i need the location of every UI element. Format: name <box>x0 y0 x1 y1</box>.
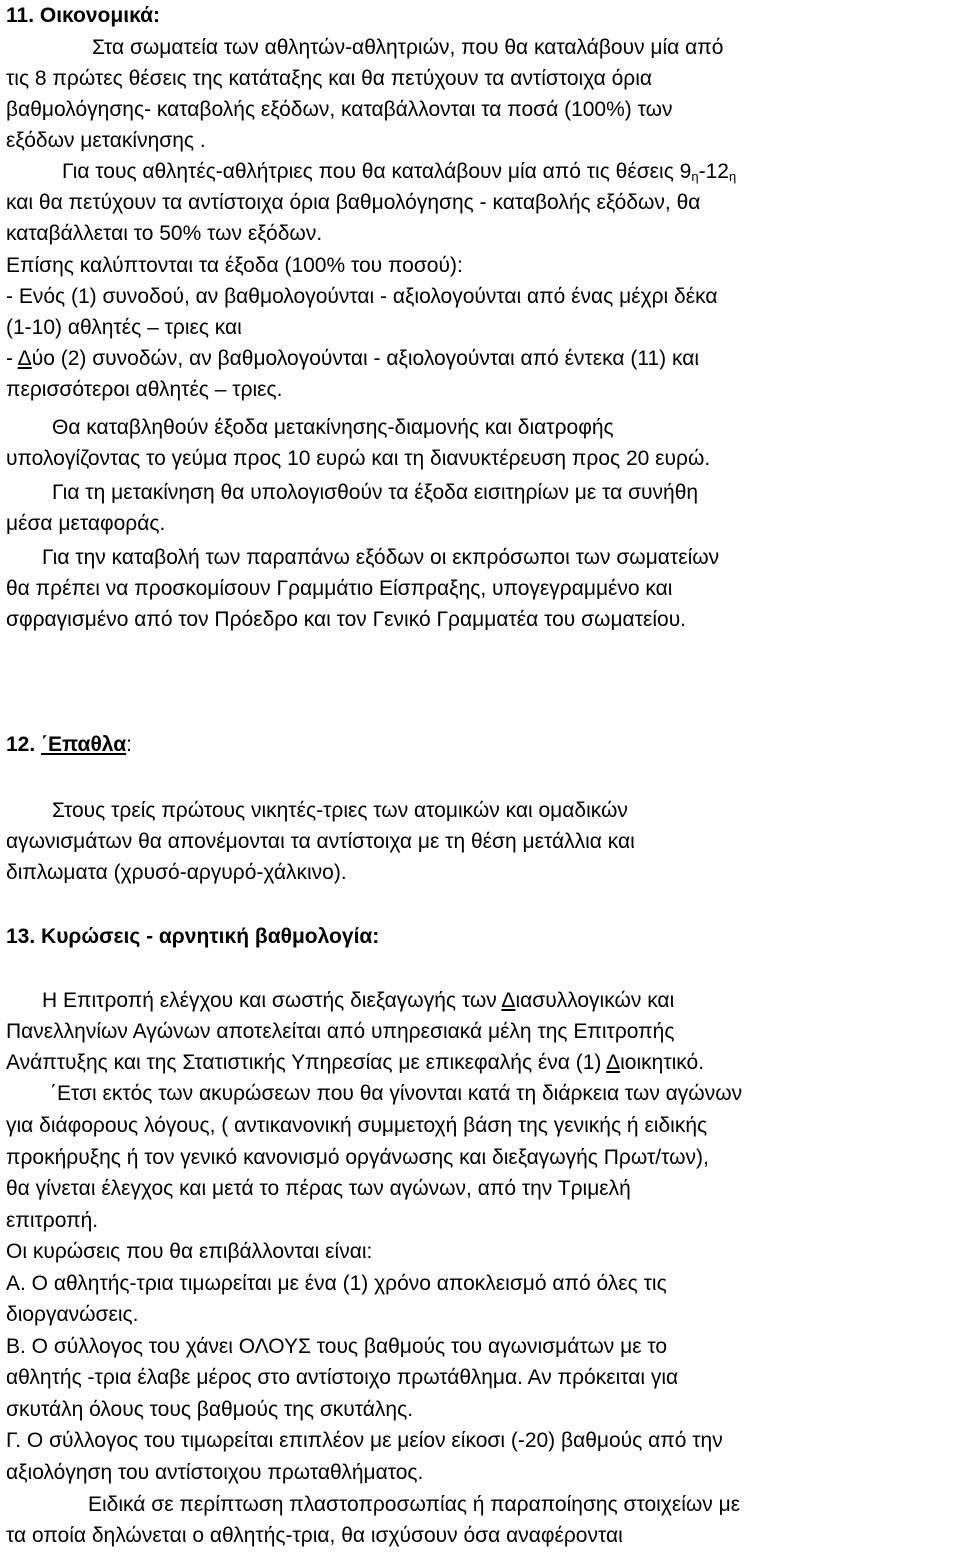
section-12-line-2: αγωνισμάτων θα απονέμονται τα αντίστοιχα με τη θέση μετάλλια και <box>6 830 635 853</box>
section-13-line-11: διοργανώσεις. <box>6 1303 139 1326</box>
s13-line-1-text-b: ιασυλλογικών και <box>515 989 675 1012</box>
section-13-line-10: Α. Ο αθλητής-τρια τιμωρείται με ένα (1) χρόνο αποκλεισμό από όλες τις <box>6 1272 667 1295</box>
section-11-line-13: Θα καταβληθούν έξοδα μετακίνησης-διαμονής και διατροφής <box>52 416 614 439</box>
section-13-line-17: Ειδικά σε περίπτωση πλαστοπροσωπίας ή παραποίησης στοιχείων με <box>88 1493 741 1516</box>
section-11-line-16: μέσα μεταφοράς. <box>6 512 166 535</box>
section-13-line-13: αθλητής -τρια έλαβε μέρος στο αντίστοιχο πρωτάθλημα. Αν πρόκειται για <box>6 1366 679 1389</box>
section-12-line-3: διπλωματα (χρυσό-αργυρό-χάλκινο). <box>6 861 347 884</box>
s13-line-1-underlined-letter: Δ <box>501 989 516 1012</box>
section-11-line-5 <box>62 156 736 187</box>
section-13-line-9: Οι κυρώσεις που θα επιβάλλονται είναι: <box>6 1240 373 1263</box>
line-11-text-a: - <box>6 347 18 370</box>
section-12-title: ΄Επαθλα <box>41 733 127 756</box>
line-11-underlined-letter: Δ <box>17 347 32 370</box>
section-11-line-2: τις 8 πρώτες θέσεις της κατάταξης και θα πετύχουν τα αντίστοιχα όρια <box>6 67 653 90</box>
section-13-line-16: αξιολόγηση του αντίστοιχου πρωταθλήματος. <box>6 1461 424 1484</box>
section-11-line-11 <box>6 343 699 374</box>
section-13-line-1 <box>42 985 674 1016</box>
section-11-line-4: εξόδων μετακίνησης . <box>6 129 206 152</box>
s13-line-3-underlined-letter: Δ <box>606 1051 621 1074</box>
section-11-line-15: Για τη μετακίνηση θα υπολογισθούν τα έξοδα εισιτηρίων με τα συνήθη <box>52 481 699 504</box>
section-13-heading: 13. Κυρώσεις - αρνητική βαθμολογία: <box>6 925 380 948</box>
section-11-line-8: Επίσης καλύπτονται τα έξοδα (100% του ποσού): <box>6 254 463 277</box>
s13-line-3-text-a: Ανάπτυξης και της Στατιστικής Υπηρεσίας με επικεφαλής ένα (1) <box>6 1051 607 1074</box>
line-11-text-b: ύο (2) συνοδών, αν βαθμολογούνται - αξιολογούνται από έντεκα (11) και <box>31 347 700 370</box>
section-12-number: 12. <box>6 733 36 756</box>
section-13-line-7: θα γίνεται έλεγχος και μετά το πέρας των αγώνων, από την Τριμελή <box>6 1177 631 1200</box>
section-11-line-19: σφραγισμένο από τον Πρόεδρο και τον Γενικό Γραμματέα του σωματείου. <box>6 608 687 631</box>
section-11-line-1: Στα σωματεία των αθλητών-αθλητριών, που θα καταλάβουν μία από <box>92 36 724 59</box>
section-11-line-18: θα πρέπει να προσκομίσουν Γραμμάτιο Είσπραξης, υπογεγραμμένο και <box>6 577 673 600</box>
line-5-text-a: Για τους αθλητές-αθλήτριες που θα καταλάβουν μία από τις θέσεις 9 <box>62 160 692 183</box>
line-5-superscript-1: η <box>691 169 699 184</box>
section-13-line-18: τα οποία δηλώνεται ο αθλητής-τρια, θα ισχύσουν όσα αναφέρονται <box>6 1524 623 1547</box>
section-11-line-17: Για την καταβολή των παραπάνω εξόδων οι εκπρόσωποι των σωματείων <box>42 546 720 569</box>
section-11-line-3: βαθμολόγησης- καταβολής εξόδων, καταβάλλονται τα ποσά (100%) των <box>6 98 673 121</box>
section-13-line-5: για διάφορους λόγους, ( αντικανονική συμμετοχή βάση της γενικής ή ειδικής <box>6 1114 708 1137</box>
section-11-line-14: υπολογίζοντας το γεύμα προς 10 ευρώ και τη διανυκτέρευση προς 20 ευρώ. <box>6 447 711 470</box>
section-13-line-15: Γ. Ο σύλλογος του τιμωρείται επιπλέον με μείον είκοσι (-20) βαθμούς από την <box>6 1429 723 1452</box>
line-5-superscript-2: η <box>728 169 737 184</box>
line-5-text-b: -12 <box>698 160 729 183</box>
section-11-heading: 11. Οικονομικά: <box>6 4 160 27</box>
section-11-line-6: και θα πετύχουν τα αντίστοιχα όρια βαθμολόγησης - καταβολής εξόδων, θα <box>6 191 701 214</box>
s13-line-3-text-b: ιοικητικό. <box>620 1051 705 1074</box>
section-13-line-14: σκυτάλη όλους τους βαθμούς της σκυτάλης. <box>6 1398 414 1421</box>
section-13-line-12: Β. Ο σύλλογος του χάνει ΟΛΟΥΣ τους βαθμούς του αγωνισμάτων με το <box>6 1335 668 1358</box>
s13-line-1-text-a: Η Επιτροπή ελέγχου και σωστής διεξαγωγής των <box>42 989 502 1012</box>
section-13-line-4: ΄Ετσι εκτός των ακυρώσεων που θα γίνονται κατά τη διάρκεια των αγώνων <box>50 1082 743 1105</box>
section-12-colon: : <box>126 733 132 756</box>
section-12-heading <box>6 729 132 760</box>
section-13-line-8: επιτροπή. <box>6 1209 99 1232</box>
section-11-line-9: - Ενός (1) συνοδού, αν βαθμολογούνται - αξιολογούνται από ένας μέχρι δέκα <box>6 285 718 308</box>
section-13-line-3 <box>6 1047 704 1078</box>
section-13-line-2: Πανελληνίων Αγώνων αποτελείται από υπηρεσιακά μέλη της Επιτροπής <box>6 1020 675 1043</box>
section-11-line-12: περισσότεροι αθλητές – τριες. <box>6 378 283 401</box>
section-13-line-6: προκήρυξης ή τον γενικό κανονισμό οργάνωσης και διεξαγωγής Πρωτ/των), <box>6 1146 709 1169</box>
section-11-line-7: καταβάλλεται το 50% των εξόδων. <box>6 222 323 245</box>
section-11-line-10: (1-10) αθλητές – τριες και <box>6 316 242 339</box>
section-12-line-1: Στους τρείς πρώτους νικητές-τριες των ατομικών και ομαδικών <box>52 799 628 822</box>
